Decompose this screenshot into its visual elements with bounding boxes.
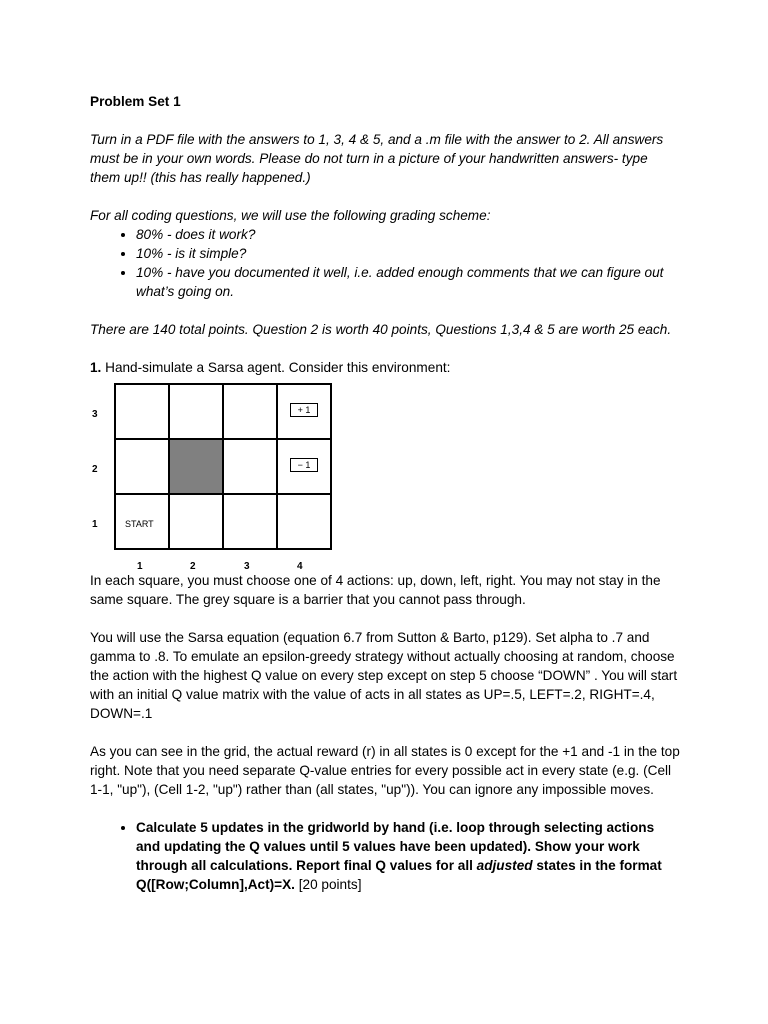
grading-item: • 80% - does it work? <box>136 225 680 244</box>
grid-cell <box>169 384 223 439</box>
grid-cell-pit <box>277 439 331 494</box>
intro-paragraph: Turn in a PDF file with the answers to 1, 3, 4 & 5, and a .m file with the answer to 2. All answers must be in your own words. Please do not turn in a picture of your handwritten answers- type them up!! (this has really happened.) <box>90 132 664 185</box>
grid-cell <box>223 439 277 494</box>
grading-intro: For all coding questions, we will use the following grading scheme: <box>90 208 491 223</box>
col-label-3: 3 <box>244 561 250 572</box>
start-label: START <box>125 519 154 529</box>
gridworld-figure <box>90 381 350 573</box>
grid-cell-barrier <box>169 439 223 494</box>
grading-item: • 10% - have you documented it well, i.e. added enough comments that we can figure out what’s going on. <box>136 263 680 301</box>
grid-cell-goal <box>277 384 331 439</box>
col-label-2: 2 <box>190 561 196 572</box>
gridworld-table <box>114 383 332 550</box>
task-text-italic: adjusted <box>476 858 533 873</box>
minus-reward-label: − 1 <box>290 458 318 472</box>
col-label-1: 1 <box>137 561 143 572</box>
question-text: Hand-simulate a Sarsa agent. Consider this environment: <box>101 360 451 375</box>
grading-list <box>90 225 680 301</box>
task-item <box>136 818 680 894</box>
grid-cell <box>223 384 277 439</box>
document-page <box>90 92 680 913</box>
grid-cell <box>223 494 277 549</box>
sarsa-paragraph: You will use the Sarsa equation (equation 6.7 from Sutton & Barto, p129). Set alpha to .7 and gamma to .8. To emulate an epsilon-greedy strategy without actually choosing at random, choose the action with the highest Q value on every step except on step 5 choose “DOWN” . You will start with an initial Q value matrix with the value of acts in all states as UP=.5, LEFT=.2, RIGHT=.4, DOWN=.1 <box>90 630 678 721</box>
question-number: 1. <box>90 360 102 375</box>
page-title: Problem Set 1 <box>90 94 181 109</box>
row-label-3: 3 <box>92 409 98 420</box>
row-label-2: 2 <box>92 464 98 475</box>
grid-cell <box>277 494 331 549</box>
row-label-1: 1 <box>92 519 98 530</box>
task-points: [20 points] <box>294 877 362 892</box>
grid-cell <box>115 384 169 439</box>
grid-cell-start <box>115 494 169 549</box>
col-label-4: 4 <box>297 561 303 572</box>
grading-item: • 10% - is it simple? <box>136 244 680 263</box>
question-1-heading <box>90 358 680 377</box>
task-list <box>90 818 680 894</box>
grid-cell <box>115 439 169 494</box>
points-paragraph: There are 140 total points. Question 2 is worth 40 points, Questions 1,3,4 & 5 are worth 25 each. <box>90 322 672 337</box>
plus-reward-label: + 1 <box>290 403 318 417</box>
reward-paragraph: As you can see in the grid, the actual reward (r) in all states is 0 except for the +1 and -1 in the top right. Note that you need separate Q-value entries for every possible act in every state (e.g. (Cell 1-1, "up"), (Cell 1-2, "up") rather than (all states, "up")). You can ignore any impossible moves. <box>90 744 680 797</box>
actions-paragraph: In each square, you must choose one of 4 actions: up, down, left, right. You may not stay in the same square. The grey square is a barrier that you cannot pass through. <box>90 573 661 607</box>
task-text-bold: Calculate 5 updates in the gridworld by hand (i.e. loop through selecting actions and updating the Q values until 5 values have been updated). Show your work through all calculations. Report final Q values for all <box>136 820 655 873</box>
grid-cell <box>169 494 223 549</box>
task-text-bold-end: states in the format Q([Row;Column],Act)=X. <box>136 858 662 892</box>
